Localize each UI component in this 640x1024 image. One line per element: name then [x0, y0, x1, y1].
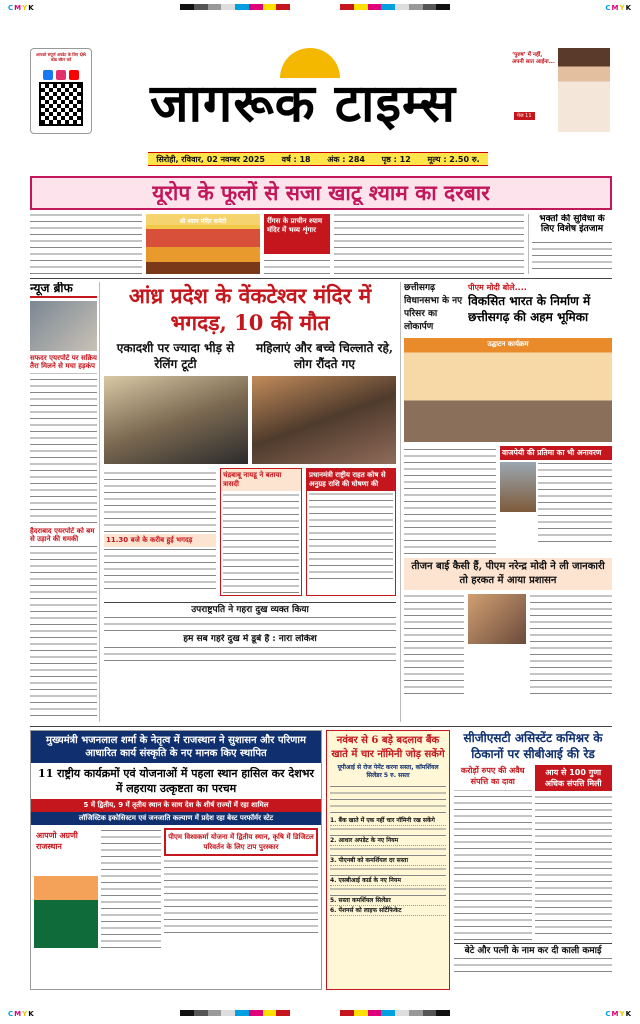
- qr-code-box[interactable]: [30, 48, 92, 134]
- banner-side-title: भक्तों की सुविधा के लिए विशेष इंतजाम: [539, 214, 605, 235]
- info-year: वर्ष : 18: [281, 154, 311, 164]
- info-price: मूल्य : 2.50 रु.: [427, 154, 480, 164]
- cbi-sub-left: करोड़ों रुपए की अवैध संपत्ति का दावा: [460, 765, 525, 786]
- cbi-sub-right: आय से 100 गुणा अधिक संपत्ति मिली: [535, 765, 613, 791]
- divider-2: [30, 726, 612, 727]
- cg-kicker: पीएम मोदी बोले....: [468, 283, 527, 292]
- brief-item2-body: [30, 546, 97, 716]
- color-bar-top-right: [340, 4, 450, 10]
- cbi-section: [454, 730, 612, 990]
- brief-photo: [30, 301, 97, 351]
- info-strip: [148, 152, 488, 166]
- banner-body-3: [334, 214, 524, 274]
- ad-box: [512, 48, 612, 132]
- cg-vajpayee-title: वाजपेयी की प्रतिमा का भी अनावरण: [500, 446, 612, 460]
- registration-mark-left: CMYK: [8, 4, 35, 12]
- divider: [30, 278, 612, 279]
- lead-photo-1: [104, 376, 248, 464]
- bank-list-item: 4. एसबीआई कार्ड के नए नियम: [330, 876, 446, 886]
- ad-page: पेज 11: [514, 112, 535, 120]
- temple-photo: [146, 214, 260, 274]
- lead-headline: आंध्र प्रदेश के वेंकटेश्वर मंदिर में भगदड़, 10 की मौत: [128, 283, 372, 335]
- bank-list-body: [330, 886, 446, 896]
- lead-box1: चंद्रबाबू नायडू ने बताया त्रासदी: [221, 469, 301, 491]
- registration-mark-right: CMYK: [605, 4, 632, 12]
- cbi-bottom: बेटे और पत्नी के नाम कर दी काली कमाई: [454, 943, 612, 956]
- bank-list-body: [330, 826, 446, 836]
- color-bar-top: [180, 4, 290, 10]
- cbi-body-1: [454, 790, 532, 940]
- ad-text: ‘पुरुष’ में नहीं, अपनी सात आईना...: [512, 52, 555, 65]
- lead-photo-2: [252, 376, 396, 464]
- rajasthan-rank-line: 5 में द्वितीय, 9 में तृतीय स्थान के साथ देश के शीर्ष राज्यों में रहा शामिल: [31, 799, 321, 812]
- cg-teejan-photo: [468, 594, 526, 644]
- masthead-title: जागरूक टाइम्स: [150, 73, 457, 134]
- lead-box2: प्रधानमंत्री राष्ट्रीय राहत कोष से अनुग्रह राशि की घोषणा की: [307, 469, 395, 491]
- news-brief-title: न्यूज ब्रीफ: [30, 282, 97, 298]
- instagram-icon: [56, 70, 66, 80]
- lead-box1-body: [223, 493, 299, 593]
- rajasthan-body-1: [101, 828, 161, 948]
- lead-time-highlight: 11.30 बजे के करीब हुई भगदड़: [104, 534, 216, 547]
- lead-body-1: [104, 468, 216, 532]
- lead-box2-body: [309, 493, 393, 579]
- chhattisgarh-story: [400, 282, 612, 722]
- lead-bottom-body: [104, 617, 396, 631]
- lead-bottom-body2: [104, 647, 396, 661]
- banner-highlight: रींगस के प्राचीन श्याम मंदिर में भव्य शृंगार: [264, 214, 330, 254]
- bank-list-body: [330, 866, 446, 876]
- banner-body-1: [30, 214, 142, 274]
- bank-list-item: 1. बैंक खाते में एक नहीं चार नॉमिनी रख सकेंगे: [330, 816, 446, 826]
- rajasthan-sub: 11 राष्ट्रीय कार्यक्रमों एवं योजनाओं में पहला स्थान हासिल कर देशभर में लहराया उत्कृष्टता का परचम: [38, 767, 314, 795]
- lead-sub2: महिलाएं और बच्चे चिल्लाते रहे, लोग रौंदते गए: [255, 341, 394, 371]
- color-bar-bottom: [180, 1010, 290, 1016]
- rajasthan-headline: मुख्यमंत्री भजनलाल शर्मा के नेतृत्व में राजस्थान ने सुशासन और परिणाम आधारित कार्य संस्कृति के नए मानक किए स्थापित: [31, 731, 321, 763]
- color-bar-bottom-right: [340, 1010, 450, 1016]
- rajasthan-ecosystem-line: लॉजिस्टिक इकोसिस्टम एवं जनजाति कल्याण में प्रदेश रहा बेस्ट परफॉर्मर स्टेट: [31, 812, 321, 825]
- facebook-icon: [43, 70, 53, 80]
- cbi-bottom-body: [454, 958, 612, 972]
- qr-caption: आपको संपूर्ण अपडेट के लिए QR कोड स्कैन करें: [35, 52, 87, 62]
- bank-sub: यूपीआई से रोज पेमेंट करना सस्ता, कॉमर्शियल सिलेंडर 5 रु. सस्ता: [337, 764, 439, 779]
- lead-sub1: एकादशी पर ज्यादा भीड़ से रेलिंग टूटी: [116, 341, 235, 371]
- banner-side-body: [532, 239, 612, 269]
- news-brief-column: [30, 282, 100, 722]
- cg-headline-right: विकसित भारत के निर्माण में छत्तीसगढ़ की अहम भूमिका: [468, 294, 591, 324]
- lead-body-2: [104, 549, 216, 589]
- lead-bottom-bar: उपराष्ट्रपति ने गहरा दुख व्यक्त किया: [104, 602, 396, 615]
- lead-bottom-bar2: हम सब गहरे दुख में डूबे हैं : नारा लोकेश: [183, 634, 317, 645]
- registration-mark-bottom-left: CMYK: [8, 1010, 35, 1018]
- cg-statue-photo: [500, 462, 536, 512]
- bank-list-item: 2. आधार अपडेट के नए नियम: [330, 836, 446, 846]
- info-issue: अंक : 284: [327, 154, 365, 164]
- cg-body-3: [404, 594, 464, 694]
- registration-mark-bottom-right: CMYK: [605, 1010, 632, 1018]
- bank-headline: नवंबर से 6 बड़े बदलाव बैंक खाते में चार नॉमिनी जोड़ सकेंगे: [331, 735, 445, 760]
- cg-headline-left: छत्तीसगढ़ विधानसभा के नए परिसर का लोकार्पण: [404, 283, 463, 332]
- banner-body-2: [264, 256, 330, 274]
- photo-caption: श्री श्याम मंदिर कमेटी: [146, 214, 260, 225]
- rajasthan-section: [30, 730, 322, 990]
- cg-banner-text: उद्घाटन कार्यक्रम: [487, 340, 529, 348]
- youtube-icon: [69, 70, 79, 80]
- brief-item1-title: सफदर एयरपोर्ट पर सक्रिय तैरा मिलने से मचा हड़कंप: [30, 353, 97, 370]
- bank-list-body: [330, 846, 446, 856]
- info-date: सिरोही, रविवार, 02 नवम्बर 2025: [156, 154, 265, 164]
- qr-code-icon: [39, 82, 83, 126]
- cbi-body-2: [535, 794, 613, 934]
- cbi-headline: सीजीएसटी असिस्टेंट कमिश्नर के ठिकानों पर सीबीआई की रेड: [463, 731, 603, 761]
- cg-body-4: [530, 594, 612, 694]
- bank-list-item: 5. सस्ता कमर्शियल सिलेंडर: [330, 896, 446, 906]
- banner-headline: यूरोप के फूलों से सजा खाटू श्याम का दरबार: [152, 180, 490, 205]
- brief-item1-body: [30, 373, 97, 523]
- info-pages: पृष्ठ : 12: [381, 154, 411, 164]
- bank-section: [326, 730, 450, 990]
- bank-list-item: 3. पीएनबी को कमर्शियल दर सस्ता: [330, 856, 446, 866]
- cg-body-2: [538, 462, 612, 542]
- rajasthan-vishwakarma: पीएम विश्वकर्मा योजना में द्वितीय स्थान, कृषि में डिजिटल परिवर्तन के लिए टाप पुरस्कार: [164, 828, 318, 856]
- brief-item2-title: हैदराबाद एयरपोर्ट को बम से उड़ाने की धमकी: [30, 526, 95, 543]
- cg-body-1: [404, 446, 496, 554]
- rajasthan-poster-text: आपणो अग्रणी राजस्थान: [36, 831, 78, 851]
- cg-photo: [404, 338, 612, 442]
- cg-teejan-headline: तीजन बाई कैसी हैं, पीएम नरेन्द्र मोदी ने ली जानकारी तो हरकत में आया प्रशासन: [404, 558, 612, 590]
- bank-list-item: 6. पेंशनर्स को लाइफ सर्टिफिकेट: [330, 906, 446, 916]
- bank-body: [330, 783, 446, 813]
- banner-headline-box: [30, 176, 612, 210]
- rajasthan-body-2: [164, 859, 318, 933]
- model-photo: [558, 48, 610, 132]
- lead-story: [104, 282, 396, 722]
